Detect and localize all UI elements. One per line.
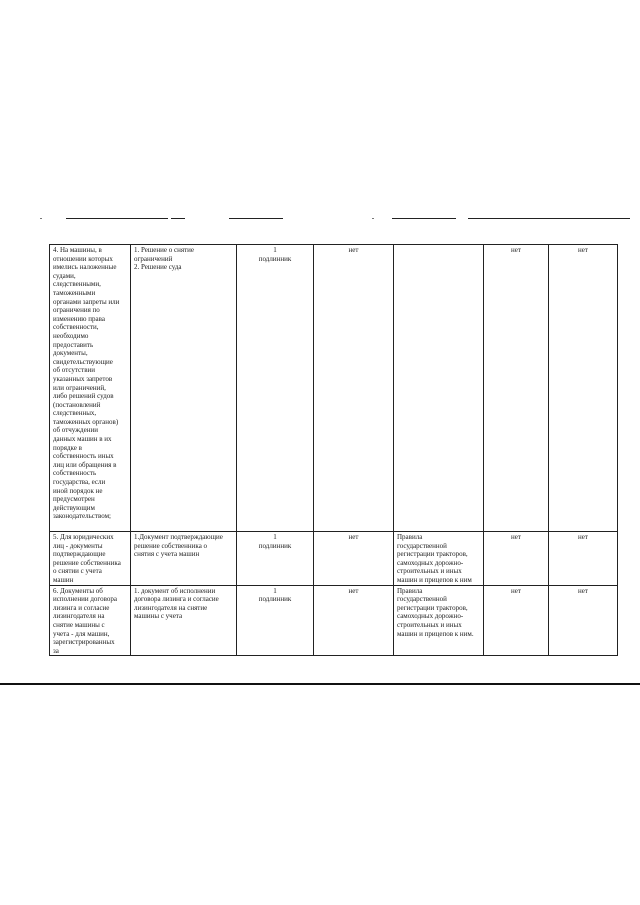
count-cell: 1 подлинник	[237, 532, 314, 586]
header-rule-segment	[468, 218, 630, 219]
condition-cell: нет	[314, 245, 394, 532]
header-rule-segment	[229, 218, 283, 219]
scan-speck	[372, 218, 374, 219]
document-name-cell: 4. На машины, в отношении которых имелись наложенные судами, следственными, таможенными органами запреты или ограничения по изменению права собственности, необходимо предоставить документы, свидетельствующие об отсутствии указанных запретов или ограничений, либо решений судов (постановлений следственных, таможенных органов) об отчуждении данных машин в их порядке в собственность иных лиц или обращения в собственность государства, если иной порядок не предусмотрен действующим законодательством;	[50, 245, 131, 532]
document-name-cell: 5. Для юридических лиц - документы подтверждающие решение собственника о снятии с учета машин	[50, 532, 131, 586]
count-cell: 1 подлинник	[237, 245, 314, 532]
document-name-cell: 6. Документы об исполнении договора лизинга и согласие лизингодателя на снятие машины с учета - для машин, зарегистрированных за	[50, 585, 131, 656]
document-requirements-table	[49, 244, 618, 656]
legal-basis-cell	[394, 245, 484, 532]
page-bottom-rule	[0, 683, 640, 685]
condition-cell: нет	[314, 585, 394, 656]
header-rule-segment	[66, 218, 168, 219]
header-rule-segment	[171, 218, 185, 219]
legal-basis-cell: Правила государственной регистрации тракторов, самоходных дорожно- строительных и иных машин и прицепов к ним	[394, 532, 484, 586]
table-row	[50, 245, 618, 532]
table-row	[50, 585, 618, 656]
sample-cell: нет	[549, 245, 618, 532]
condition-cell: нет	[314, 532, 394, 586]
document-types-cell: 1. Решение о снятие ограничений 2. Решение суда	[131, 245, 237, 532]
document-types-cell: 1. документ об исполнении договора лизинга и согласие лизингодателя на снятие машины с учета	[131, 585, 237, 656]
scan-speck	[40, 218, 42, 219]
sample-cell: нет	[549, 585, 618, 656]
document-types-cell: 1.Документ подтверждающие решение собственника о снятия с учета машин	[131, 532, 237, 586]
table-row	[50, 532, 618, 586]
form-cell: нет	[484, 245, 549, 532]
header-rule-segment	[392, 218, 456, 219]
sample-cell: нет	[549, 532, 618, 586]
form-cell: нет	[484, 532, 549, 586]
form-cell: нет	[484, 585, 549, 656]
count-cell: 1 подлинник	[237, 585, 314, 656]
legal-basis-cell: Правила государственной регистрации тракторов, самоходных дорожно- строительных и иных машин и прицепов к ним.	[394, 585, 484, 656]
